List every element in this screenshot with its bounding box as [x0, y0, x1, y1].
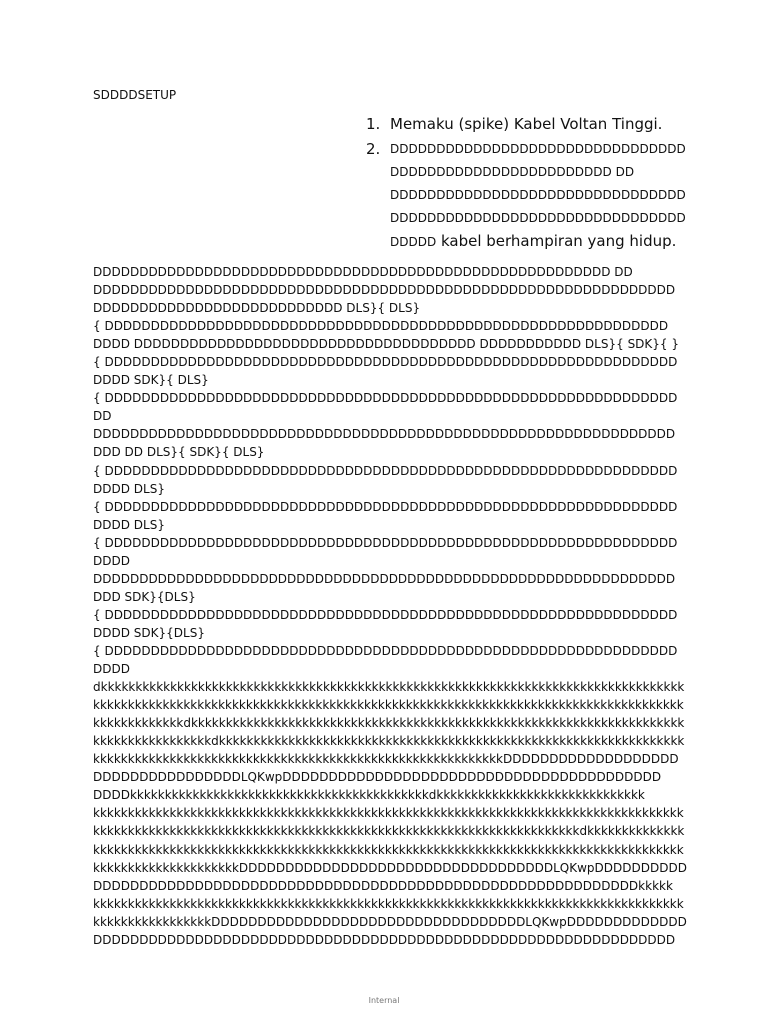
body-line: DDDD: [93, 553, 130, 568]
step-text-suffix: kabel berhampiran yang hidup.: [436, 232, 677, 250]
step-2: [366, 138, 686, 254]
body-line: kkkkkkkkkkkkkkkkkkkkkkkkkkkkkkkkkkkkkkkkkkkkkkkkkkkkkkkkkkkkkkkkkkkkkkkkkkkkkkkkkkkkk: [93, 842, 684, 857]
body-line: kkkkkkkkkkkkkkkkkDDDDDDDDDDDDDDDDDDDDDDDDDDDDDDDDDDLQKwpDDDDDDDDDDDDD: [93, 914, 687, 929]
body-line: DDDD: [93, 662, 130, 677]
body-line: kkkkkkkkkkkkkkkkkkkkkkkkkkkkkkkkkkkkkkkkkkkkkkkkkkkkkkkkkkkkkkkkkkkkkkdkkkkkkkkkkkkkk: [93, 824, 685, 839]
body-line: { DDDDDDDDDDDDDDDDDDDDDDDDDDDDDDDDDDDDDDDDDDDDDDDDDDDDDDDDDDDDDD: [93, 643, 678, 658]
body-line: { DDDDDDDDDDDDDDDDDDDDDDDDDDDDDDDDDDDDDDDDDDDDDDDDDDDDDDDDDDDDDD: [93, 499, 678, 514]
body-text: [93, 263, 687, 949]
body-line: { DDDDDDDDDDDDDDDDDDDDDDDDDDDDDDDDDDDDDDDDDDDDDDDDDDDDDDDDDDDDD: [93, 319, 669, 334]
body-line: kkkkkkkkkkkkkkkkkkkkkDDDDDDDDDDDDDDDDDDDDDDDDDDDDDDDDDDLQKwpDDDDDDDDDD: [93, 860, 687, 875]
body-line: DDDD DLS}: [93, 481, 165, 496]
body-line: DD: [93, 409, 112, 424]
body-line: DDDD SDK}{DLS}: [93, 625, 205, 640]
body-line: kkkkkkkkkkkkkkkkkkkkkkkkkkkkkkkkkkkkkkkkkkkkkkkkkkkkkkkkkkkkkkkkkkkkkkkkkkkkkkkkkkkkk: [93, 698, 684, 713]
body-line: DDDDDDDDDDDDDDDDDDDDDDDDDDDDDDDDDDDDDDDDDDDDDDDDDDDDDDDDDDDDDDD: [93, 571, 676, 586]
document-title: SDDDDSETUP: [93, 88, 177, 102]
step-text-line: [390, 230, 686, 254]
step-number: 1.: [366, 115, 381, 133]
body-line: kkkkkkkkkkkkkkkkkkkkkkkkkkkkkkkkkkkkkkkkkkkkkkkkkkkkkkkkkkkkkkkkkkkkkkkkkkkkkkkkkkkkk: [93, 896, 684, 911]
body-line: DDD DD DLS}{ SDK}{ DLS}: [93, 445, 265, 460]
body-line: DDDDDDDDDDDDDDDDLQKwpDDDDDDDDDDDDDDDDDDDDDDDDDDDDDDDDDDDDDDDDD: [93, 770, 662, 785]
step-text-line: DDDDDDDDDDDDDDDDDDDDDDDDDDDDDDDD: [390, 188, 686, 202]
body-line: DDDDDDDDDDDDDDDDDDDDDDDDDDDDDDDDDDDDDDDDDDDDDDDDDDDDDDDDDDDDDDD: [93, 932, 676, 947]
body-line: kkkkkkkkkkkkkdkkkkkkkkkkkkkkkkkkkkkkkkkkkkkkkkkkkkkkkkkkkkkkkkkkkkkkkkkkkkkkkkkkkkkkk: [93, 716, 685, 731]
body-line: DDDDDDDDDDDDDDDDDDDDDDDDDDD DLS}{ DLS}: [93, 301, 421, 316]
body-line: kkkkkkkkkkkkkkkkkdkkkkkkkkkkkkkkkkkkkkkkkkkkkkkkkkkkkkkkkkkkkkkkkkkkkkkkkkkkkkkkkkkkk: [93, 734, 685, 749]
step-number: 2.: [366, 140, 381, 158]
body-line: DDDD DLS}: [93, 517, 165, 532]
body-line: DDDDkkkkkkkkkkkkkkkkkkkkkkkkkkkkkkkkkkkkkkkkkkkdkkkkkkkkkkkkkkkkkkkkkkkkkkkkkk: [93, 788, 645, 803]
step-text-line: DDDDDDDDDDDDDDDDDDDDDDDDDDDDDDDD: [390, 142, 686, 156]
body-line: DDDDDDDDDDDDDDDDDDDDDDDDDDDDDDDDDDDDDDDDDDDDDDDDDDDDDDDDDDDDDDD: [93, 283, 676, 298]
body-line: { DDDDDDDDDDDDDDDDDDDDDDDDDDDDDDDDDDDDDDDDDDDDDDDDDDDDDDDDDDDDDD: [93, 355, 678, 370]
step-text-prefix: DDDDD: [390, 235, 437, 249]
body-line: DDDDDDDDDDDDDDDDDDDDDDDDDDDDDDDDDDDDDDDDDDDDDDDDDDDDDDDD DD: [93, 265, 633, 279]
body-line: DDDDDDDDDDDDDDDDDDDDDDDDDDDDDDDDDDDDDDDDDDDDDDDDDDDDDDDDDDDkkkkk: [93, 878, 673, 893]
body-line: dkkkkkkkkkkkkkkkkkkkkkkkkkkkkkkkkkkkkkkkkkkkkkkkkkkkkkkkkkkkkkkkkkkkkkkkkkkkkkkkkkkkk: [93, 680, 685, 695]
body-line: { DDDDDDDDDDDDDDDDDDDDDDDDDDDDDDDDDDDDDDDDDDDDDDDDDDDDDDDDDDDDDD: [93, 535, 678, 550]
body-line: DDDD SDK}{ DLS}: [93, 373, 209, 388]
body-line: { DDDDDDDDDDDDDDDDDDDDDDDDDDDDDDDDDDDDDDDDDDDDDDDDDDDDDDDDDDDDDD: [93, 607, 678, 622]
body-line: { DDDDDDDDDDDDDDDDDDDDDDDDDDDDDDDDDDDDDDDDDDDDDDDDDDDDDDDDDDDDDD: [93, 463, 678, 478]
body-line: DDDDDDDDDDDDDDDDDDDDDDDDDDDDDDDDDDDDDDDDDDDDDDDDDDDDDDDDDDDDDDD: [93, 427, 676, 442]
step-text-line: DDDDDDDDDDDDDDDDDDDDDDDDDDDDDDDD: [390, 211, 686, 225]
body-line: DDD SDK}{DLS}: [93, 589, 196, 604]
body-line: kkkkkkkkkkkkkkkkkkkkkkkkkkkkkkkkkkkkkkkkkkkkkkkkkkkkkkkkkkkDDDDDDDDDDDDDDDDDDD: [93, 752, 679, 767]
step-text: Memaku (spike) Kabel Voltan Tinggi.: [390, 115, 663, 133]
step-text-line: DDDDDDDDDDDDDDDDDDDDDDDD DD: [390, 165, 635, 179]
body-line: { DDDDDDDDDDDDDDDDDDDDDDDDDDDDDDDDDDDDDDDDDDDDDDDDDDDDDDDDDDDDDD: [93, 391, 678, 406]
step-1: [366, 112, 686, 136]
body-line: DDDD DDDDDDDDDDDDDDDDDDDDDDDDDDDDDDDDDDDDD DDDDDDDDDDD DLS}{ SDK}{ }: [93, 337, 680, 352]
footer-label: Internal: [368, 996, 400, 1005]
numbered-steps: [366, 112, 686, 254]
body-line: kkkkkkkkkkkkkkkkkkkkkkkkkkkkkkkkkkkkkkkkkkkkkkkkkkkkkkkkkkkkkkkkkkkkkkkkkkkkkkkkkkkkk: [93, 806, 684, 821]
